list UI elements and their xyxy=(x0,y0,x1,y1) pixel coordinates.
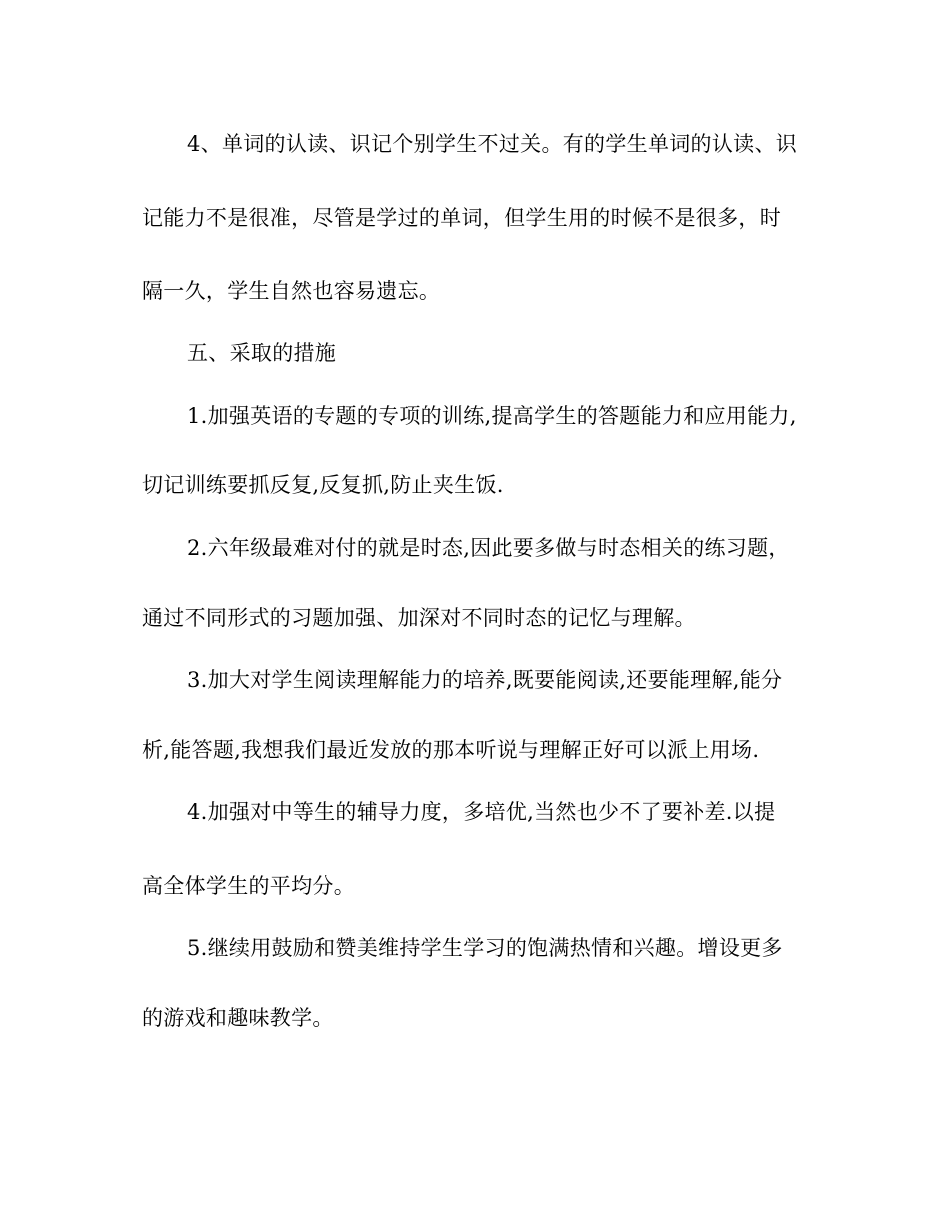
text-line: 隔一久，学生自然也容易遗忘。 xyxy=(142,279,441,303)
text-line: 切记训练要抓反复,反复抓,防止夹生饭. xyxy=(142,473,504,497)
text-line: 4.加强对中等生的辅导力度，多培优,当然也少不了要补差.以提 xyxy=(187,800,776,824)
text-line: 析,能答题,我想我们最近发放的那本听说与理解正好可以派上用场. xyxy=(142,738,760,762)
text-line: 高全体学生的平均分。 xyxy=(142,874,355,898)
text-line: 4、单词的认读、识记个别学生不过关。有的学生单词的认读、识 xyxy=(187,132,798,156)
text-line: 1.加强英语的专题的专项的训练,提高学生的答题能力和应用能力, xyxy=(187,404,797,428)
text-line: 5.继续用鼓励和赞美维持学生学习的饱满热情和兴趣。增设更多 xyxy=(187,936,783,960)
text-line: 2.六年级最难对付的就是时态,因此要多做与时态相关的练习题， xyxy=(187,536,790,560)
text-line: 通过不同形式的习题加强、加深对不同时态的记忆与理解。 xyxy=(142,606,696,630)
text-line: 的游戏和趣味教学。 xyxy=(142,1006,334,1030)
text-line: 3.加大对学生阅读理解能力的培养,既要能阅读,还要能理解,能分 xyxy=(187,668,783,692)
text-line: 记能力不是很准，尽管是学过的单词，但学生用的时候不是很多，时 xyxy=(142,206,781,230)
heading-measures: 五、采取的措施 xyxy=(187,341,337,365)
